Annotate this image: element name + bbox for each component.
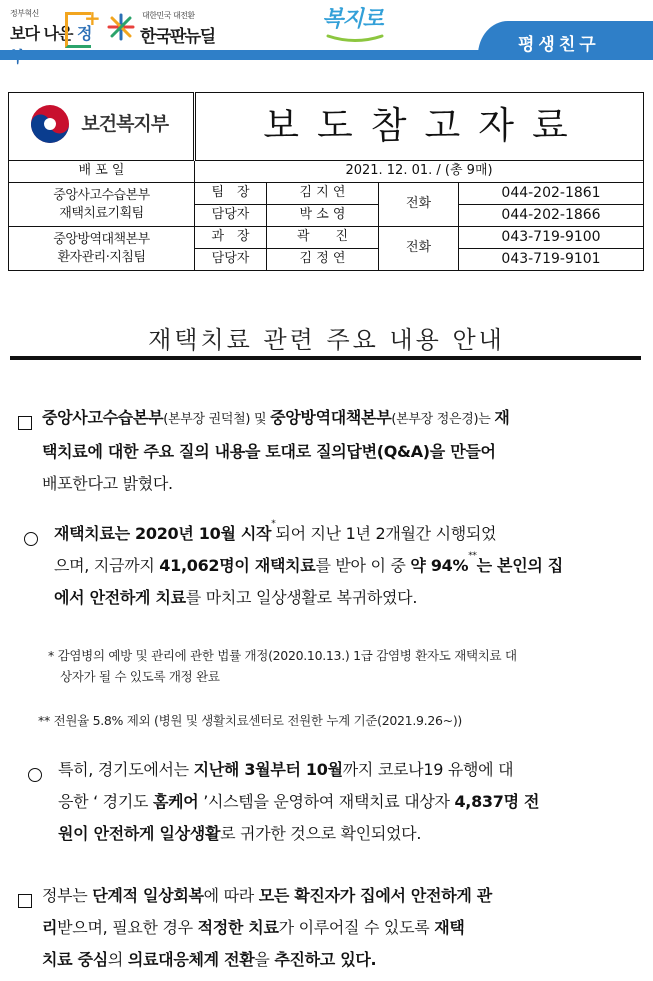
- doc-title: 보도참고자료: [195, 93, 644, 161]
- korean-new-deal-logo: [106, 8, 226, 48]
- p2-line1: [54, 518, 649, 550]
- p1-e: 재: [494, 408, 510, 427]
- p4-line2a: 리: [42, 918, 58, 937]
- p2-line2b: 41,062명이 재택치료: [159, 556, 316, 575]
- tel-cell: 044-202-1866: [459, 205, 644, 227]
- p2-line1b: 되어 지난 1년 2개월간 시행되었: [275, 524, 497, 543]
- note1-line1: * 감염병의 예방 및 관리에 관한 법률 개정(2020.10.13.) 1급 감염병 환자도 재택치료 대: [48, 648, 517, 663]
- role-cell: 담당자: [195, 249, 267, 271]
- gov-logo-plus-icon: +: [84, 6, 101, 30]
- paragraph-4: [42, 880, 647, 976]
- square-bullet-icon: [18, 415, 32, 435]
- new-deal-small-text: 대한민국 대전환: [142, 11, 195, 20]
- paragraph-3: [58, 754, 648, 850]
- p3-line2c: ’시스템을 운영하여 재택치료 대상자: [198, 792, 455, 811]
- p4-line3: [42, 944, 647, 976]
- p4-line1d: 모든 확진자가 집에서 안전하게 관: [258, 886, 492, 905]
- p1-line3: 배포한다고 밝혔다.: [42, 474, 173, 493]
- p2-line3a: 에서 안전하게 치료: [54, 588, 186, 607]
- paragraph-2: [54, 518, 649, 614]
- p3-line3a: 원이 안전하게 일상생활: [58, 824, 221, 843]
- distribution-label: 배 포 일: [9, 161, 195, 183]
- p2-star-2: **: [468, 551, 477, 561]
- circle-bullet-icon: [28, 767, 42, 787]
- note1-line2: 상자가 될 수 있도록 개정 완료: [60, 669, 220, 684]
- p2-line2e: 는 본인의 집: [476, 556, 563, 575]
- dept-1-line2: 재택치료기획팀: [59, 205, 144, 221]
- tab-label: 평생친구: [518, 35, 600, 55]
- title-rule: [10, 356, 641, 360]
- press-info-table: [8, 92, 644, 271]
- p3-line1: [58, 754, 648, 786]
- p1-line1: [42, 402, 647, 436]
- p3-line2: [58, 786, 648, 818]
- p4-line3c: 의료대응체계 전환: [127, 950, 255, 969]
- dept-2-line2: 환자관리·지침팀: [57, 249, 146, 265]
- p4-line3d: 을: [254, 950, 275, 969]
- ministry-name: 보건복지부: [81, 112, 169, 135]
- tel-cell: 043-719-9100: [459, 227, 644, 249]
- square-bullet-icon: [18, 893, 32, 913]
- p3-line2d: 4,837명 전: [454, 792, 540, 811]
- p2-line3: [54, 582, 649, 614]
- tel-label-cell: 전화: [379, 183, 459, 227]
- paragraph-1: [42, 402, 647, 500]
- ministry-logo: [29, 103, 168, 145]
- p4-line1c: 에 따라: [203, 886, 259, 905]
- p2-line3b: 를 마치고 일상생활로 복귀하였다.: [185, 588, 418, 607]
- p3-line3b: 로 귀가한 것으로 확인되었다.: [220, 824, 422, 843]
- p4-line1a: 정부는: [42, 886, 93, 905]
- p4-line1: [42, 880, 647, 912]
- p2-star-1: *: [271, 519, 276, 529]
- p3-line1c: 까지 코로나19 유행에 대: [342, 760, 514, 779]
- p2-line1a: 재택치료는 2020년 10월 시작: [54, 524, 272, 543]
- p4-line3a: 치료 중심: [42, 950, 108, 969]
- name-cell: 김 정 연: [267, 249, 379, 271]
- p1-b: (본부장 권덕철) 및: [163, 412, 271, 427]
- p3-line2a: 응한 ‘ 경기도: [58, 792, 153, 811]
- role-cell: 과 장: [195, 227, 267, 249]
- role-cell: 팀 장: [195, 183, 267, 205]
- p2-line2: [54, 550, 649, 582]
- gov-logo-text-b: 정: [76, 24, 92, 43]
- bokjiro-logo: 복지로: [322, 7, 383, 32]
- p4-line3e: 추진하고 있다.: [274, 950, 377, 969]
- p1-a: 중앙사고수습본부: [42, 408, 164, 427]
- name-cell: 박 소 영: [267, 205, 379, 227]
- p1-line2: 택치료에 대한 주요 질의 내용을 토대로 질의답변(Q&A)을 만들어: [42, 442, 496, 461]
- p4-line2: [42, 912, 647, 944]
- new-deal-text: 한국판뉴딜: [140, 27, 215, 47]
- bokjiro-swoosh-icon: [326, 33, 384, 43]
- dept-cell-2: [9, 227, 195, 271]
- lifelong-friend-tab: [478, 21, 653, 60]
- p1-d: (본부장 정은경)는: [391, 412, 495, 427]
- footnote-1: [48, 645, 648, 687]
- taegeuk-emblem-icon: [29, 103, 71, 145]
- gov-logo-text-a: 보다 나은: [10, 24, 73, 43]
- name-cell: 곽 진: [267, 227, 379, 249]
- p3-line2b: 홈케어: [152, 792, 199, 811]
- p4-line2d: 가 이루어질 수 있도록: [278, 918, 435, 937]
- p4-line2b: 받으며, 필요한 경우: [57, 918, 198, 937]
- distribution-value: 2021. 12. 01. / (총 9매): [195, 161, 644, 183]
- p4-line2c: 적정한 치료: [197, 918, 279, 937]
- p2-line2c: 를 받아 이 중: [315, 556, 411, 575]
- page-title: 재택치료 관련 주요 내용 안내: [148, 326, 505, 354]
- tel-label-cell: 전화: [379, 227, 459, 271]
- circle-bullet-icon: [24, 531, 38, 551]
- header-banner: [0, 0, 653, 66]
- name-cell: 김 지 연: [267, 183, 379, 205]
- p4-line2e: 재택: [434, 918, 465, 937]
- p3-line1b: 지난해 3월부터 10월: [193, 760, 343, 779]
- role-cell: 담당자: [195, 205, 267, 227]
- dept-cell-1: [9, 183, 195, 227]
- dept-1-line1: 중앙사고수습본부: [53, 187, 150, 203]
- new-deal-burst-icon: [106, 12, 136, 42]
- p1-c: 중앙방역대책본부: [270, 408, 392, 427]
- dept-2-line1: 중앙방역대책본부: [53, 231, 150, 247]
- ministry-logo-cell: [9, 93, 189, 161]
- gov-logo-small-text: 정부혁신: [10, 9, 39, 18]
- p2-line2a: 으며, 지금까지: [54, 556, 160, 575]
- tel-cell: 044-202-1861: [459, 183, 644, 205]
- gov-innovation-logo: [10, 6, 101, 48]
- p3-line3: [58, 818, 648, 850]
- tel-cell: 043-719-9101: [459, 249, 644, 271]
- p2-line2d: 약 94%: [410, 556, 469, 575]
- footnote-2: ** 전원율 5.8% 제외 (병원 및 생활치료센터로 전원한 누계 기준(2021.9.26~)): [38, 713, 462, 728]
- p4-line1b: 단계적 일상회복: [92, 886, 204, 905]
- p3-line1a: 특히, 경기도에서는: [58, 760, 194, 779]
- p4-line3b: 의: [107, 950, 128, 969]
